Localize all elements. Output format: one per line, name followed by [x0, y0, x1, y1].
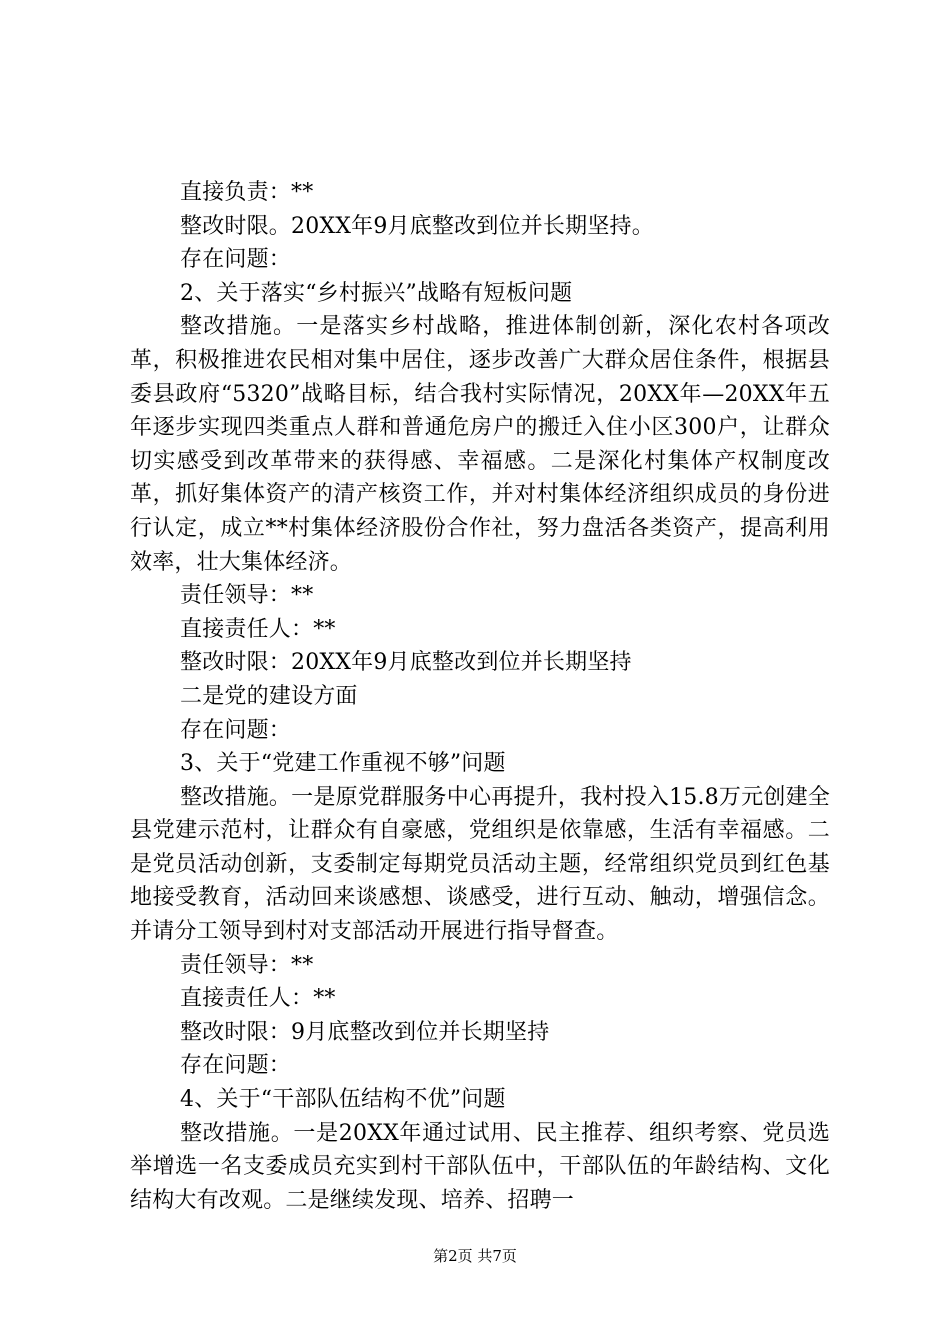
paragraph-direct-responsible-3: 直接责任人：** [180, 986, 336, 1012]
paragraph-deadline-2: 整改时限：20XX年9月底整改到位并长期坚持 [180, 650, 632, 676]
document-body [130, 176, 830, 1217]
page-footer: 第2页 共7页 [433, 1247, 517, 1265]
paragraph-deadline-1: 整改时限。20XX年9月底整改到位并长期坚持。 [180, 213, 654, 239]
paragraph-section-party-building: 二是党的建设方面 [180, 683, 358, 709]
paragraph-measures-3: 整改措施。一是原党群服务中心再提升，我村投入15.8万元创建全县党建示范村，让群众有自豪感，党组织是依靠感，生活有幸福感。二是党员活动创新，支委制定每期党员活动主题，经常组织党员到红色基地接受教育，活动回来谈感想、谈感受，进行互动、触动，增强信念。并请分工领导到村对支部活动开展进行指导督查。 [130, 784, 830, 945]
paragraph-problem-3-heading: 3、关于“党建工作重视不够”问题 [180, 751, 506, 777]
paragraph-problem-label-4: 存在问题： [180, 1053, 292, 1079]
paragraph-problem-2-heading: 2、关于落实“乡村振兴”战略有短板问题 [180, 280, 573, 306]
paragraph-measures-4: 整改措施。一是20XX年通过试用、民主推荐、组织考察、党员选举增选一名支委成员充实到村干部队伍中，干部队伍的年龄结构、文化结构大有改观。二是继续发现、培养、招聘一 [130, 1120, 830, 1213]
paragraph-responsible-leader-2: 责任领导：** [180, 583, 314, 609]
paragraph-direct-responsible: 直接负责：** [180, 180, 314, 205]
paragraph-problem-label-3: 存在问题： [180, 717, 292, 743]
paragraph-responsible-leader-3: 责任领导：** [180, 952, 314, 978]
paragraph-deadline-3: 整改时限：9月底整改到位并长期坚持 [180, 1019, 550, 1045]
paragraph-problem-4-heading: 4、关于“干部队伍结构不优”问题 [180, 1087, 506, 1113]
paragraph-problem-label-1: 存在问题： [180, 247, 292, 273]
paragraph-direct-responsible-2: 直接责任人：** [180, 616, 336, 642]
paragraph-measures-2: 整改措施。一是落实乡村战略，推进体制创新，深化农村各项改革，积极推进农民相对集中居住，逐步改善广大群众居住条件，根据县委县政府“5320”战略目标，结合我村实际情况，20XX年—20XX年五年逐步实现四类重点人群和普通危房户的搬迁入住小区300户，让群众切实感受到改革带来的获得感、幸福感。二是深化村集体产权制度改革，抓好集体资产的清产核资工作，并对村集体经济组织成员的身份进行认定，成立**村集体经济股份合作社，努力盘活各类资产，提高利用效率，壮大集体经济。 [130, 314, 830, 575]
